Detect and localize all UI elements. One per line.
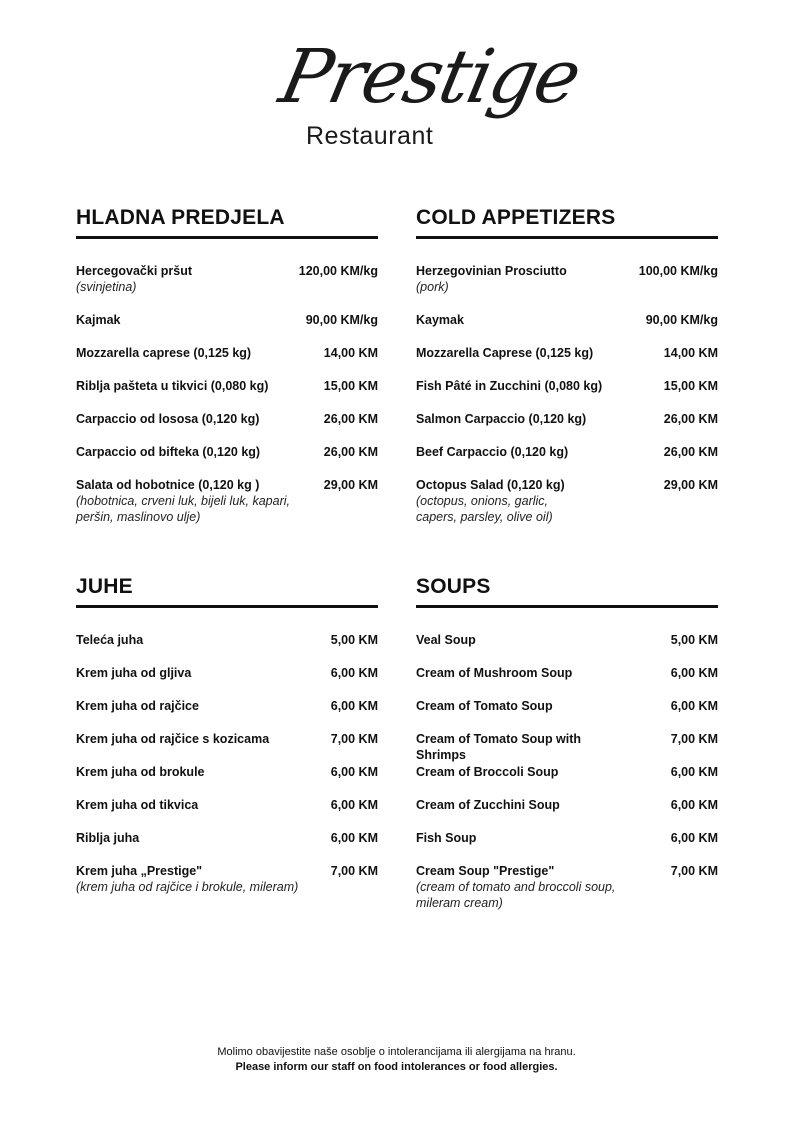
section-title-appetizers-en: COLD APPETIZERS	[416, 206, 616, 229]
item-price: 120,00 KM/kg	[298, 264, 378, 278]
item-price: 6,00 KM	[670, 765, 718, 779]
item-name: Carpaccio od lososa (0,120 kg)	[76, 412, 260, 426]
item-price: 6,00 KM	[670, 798, 718, 812]
section-title-soups-bs: JUHE	[76, 575, 133, 598]
item-price: 26,00 KM	[323, 445, 378, 459]
menu-item	[76, 797, 378, 813]
item-name: Krem juha od rajčice s kozicama	[76, 732, 270, 746]
menu-item	[76, 863, 378, 895]
item-name: Krem juha od gljiva	[76, 666, 192, 680]
item-price: 6,00 KM	[670, 831, 718, 845]
item-name: Fish Soup	[416, 831, 477, 845]
item-price: 26,00 KM	[323, 412, 378, 426]
menu-item	[416, 263, 718, 295]
item-price: 7,00 KM	[330, 732, 378, 746]
item-description: (hobotnica, crveni luk, bijeli luk, kapari, peršin, maslinovo ulje)	[76, 494, 290, 524]
section-divider	[416, 236, 718, 239]
item-name: Krem juha od rajčice	[76, 699, 199, 713]
menu-item	[76, 411, 378, 427]
item-price: 15,00 KM	[663, 379, 718, 393]
item-price: 26,00 KM	[663, 445, 718, 459]
item-price: 6,00 KM	[670, 699, 718, 713]
item-name: Carpaccio od bifteka (0,120 kg)	[76, 445, 261, 459]
item-name: Cream of Tomato Soup with Shrimps	[416, 732, 582, 762]
item-price: 6,00 KM	[330, 666, 378, 680]
section-divider	[76, 605, 378, 608]
menu-item	[416, 378, 718, 394]
item-price: 7,00 KM	[670, 732, 718, 746]
item-name: Kaymak	[416, 313, 464, 327]
item-name: Salmon Carpaccio (0,120 kg)	[416, 412, 587, 426]
item-price: 90,00 KM/kg	[645, 313, 718, 327]
item-price: 100,00 KM/kg	[638, 264, 718, 278]
item-price: 6,00 KM	[330, 831, 378, 845]
item-name: Beef Carpaccio (0,120 kg)	[416, 445, 569, 459]
menu-item	[76, 378, 378, 394]
item-name: Cream of Zucchini Soup	[416, 798, 560, 812]
item-name: Veal Soup	[416, 633, 476, 647]
item-name: Riblja pašteta u tikvici (0,080 kg)	[76, 379, 269, 393]
item-price: 5,00 KM	[330, 633, 378, 647]
item-name: Cream of Tomato Soup	[416, 699, 553, 713]
menu-item	[76, 263, 378, 295]
menu-item	[76, 665, 378, 681]
section-title-soups-en: SOUPS	[416, 575, 491, 598]
menu-item	[416, 764, 718, 780]
item-name: Mozzarella Caprese (0,125 kg)	[416, 346, 594, 360]
allergy-notice-en: Please inform our staff on food intolerances or food allergies.	[235, 1061, 558, 1073]
item-name: Kajmak	[76, 313, 121, 327]
menu-item	[416, 665, 718, 681]
menu-item	[416, 312, 718, 328]
menu-item	[416, 731, 718, 763]
item-name: Fish Pâté in Zucchini (0,080 kg)	[416, 379, 603, 393]
menu-item	[76, 312, 378, 328]
menu-item	[416, 698, 718, 714]
item-price: 26,00 KM	[663, 412, 718, 426]
item-price: 5,00 KM	[670, 633, 718, 647]
item-name: Herzegovinian Prosciutto	[416, 264, 567, 278]
item-name: Hercegovački pršut	[76, 264, 193, 278]
item-description: (krem juha od rajčice i brokule, mileram)	[76, 880, 299, 894]
menu-item	[416, 797, 718, 813]
item-price: 7,00 KM	[330, 864, 378, 878]
item-name: Cream of Broccoli Soup	[416, 765, 559, 779]
menu-item	[76, 698, 378, 714]
item-price: 15,00 KM	[323, 379, 378, 393]
item-description: (octopus, onions, garlic, capers, parsley, olive oil)	[416, 494, 553, 524]
allergy-notice-bs: Molimo obavijestite naše osoblje o intolerancijama ili alergijama na hranu.	[217, 1046, 576, 1058]
allergy-notice	[0, 1045, 793, 1075]
item-name: Krem juha od tikvica	[76, 798, 199, 812]
item-price: 7,00 KM	[670, 864, 718, 878]
item-name: Riblja juha	[76, 831, 140, 845]
item-price: 6,00 KM	[670, 666, 718, 680]
menu-item	[416, 863, 718, 911]
menu-item	[416, 444, 718, 460]
item-price: 29,00 KM	[323, 478, 378, 492]
menu-item	[76, 830, 378, 846]
item-price: 6,00 KM	[330, 765, 378, 779]
menu-item	[76, 632, 378, 648]
item-price: 14,00 KM	[323, 346, 378, 360]
menu-item	[76, 731, 378, 747]
logo-subtitle: Restaurant	[306, 122, 434, 150]
item-name: Octopus Salad (0,120 kg)	[416, 478, 565, 492]
restaurant-logo	[0, 34, 793, 170]
menu-item	[76, 444, 378, 460]
item-name: Teleća juha	[76, 633, 144, 647]
item-name: Krem juha od brokule	[76, 765, 205, 779]
item-name: Krem juha „Prestige"	[76, 864, 203, 878]
item-description: (svinjetina)	[76, 280, 137, 294]
item-description: (pork)	[416, 280, 449, 294]
item-price: 29,00 KM	[663, 478, 718, 492]
item-name: Salata od hobotnice (0,120 kg )	[76, 478, 260, 492]
menu-item	[416, 411, 718, 427]
menu-item	[416, 345, 718, 361]
logo-script-text: Prestige	[272, 34, 587, 120]
item-description: (cream of tomato and broccoli soup, mileram cream)	[416, 880, 616, 910]
item-price: 6,00 KM	[330, 798, 378, 812]
item-name: Cream of Mushroom Soup	[416, 666, 573, 680]
menu-item	[76, 764, 378, 780]
item-price: 90,00 KM/kg	[305, 313, 378, 327]
section-title-appetizers-bs: HLADNA PREDJELA	[76, 206, 285, 229]
menu-item	[76, 345, 378, 361]
section-divider	[416, 605, 718, 608]
item-price: 14,00 KM	[663, 346, 718, 360]
section-divider	[76, 236, 378, 239]
menu-item	[76, 477, 378, 525]
menu-item	[416, 477, 718, 525]
item-price: 6,00 KM	[330, 699, 378, 713]
item-name: Mozzarella caprese (0,125 kg)	[76, 346, 252, 360]
menu-item	[416, 632, 718, 648]
menu-item	[416, 830, 718, 846]
item-name: Cream Soup "Prestige"	[416, 864, 555, 878]
